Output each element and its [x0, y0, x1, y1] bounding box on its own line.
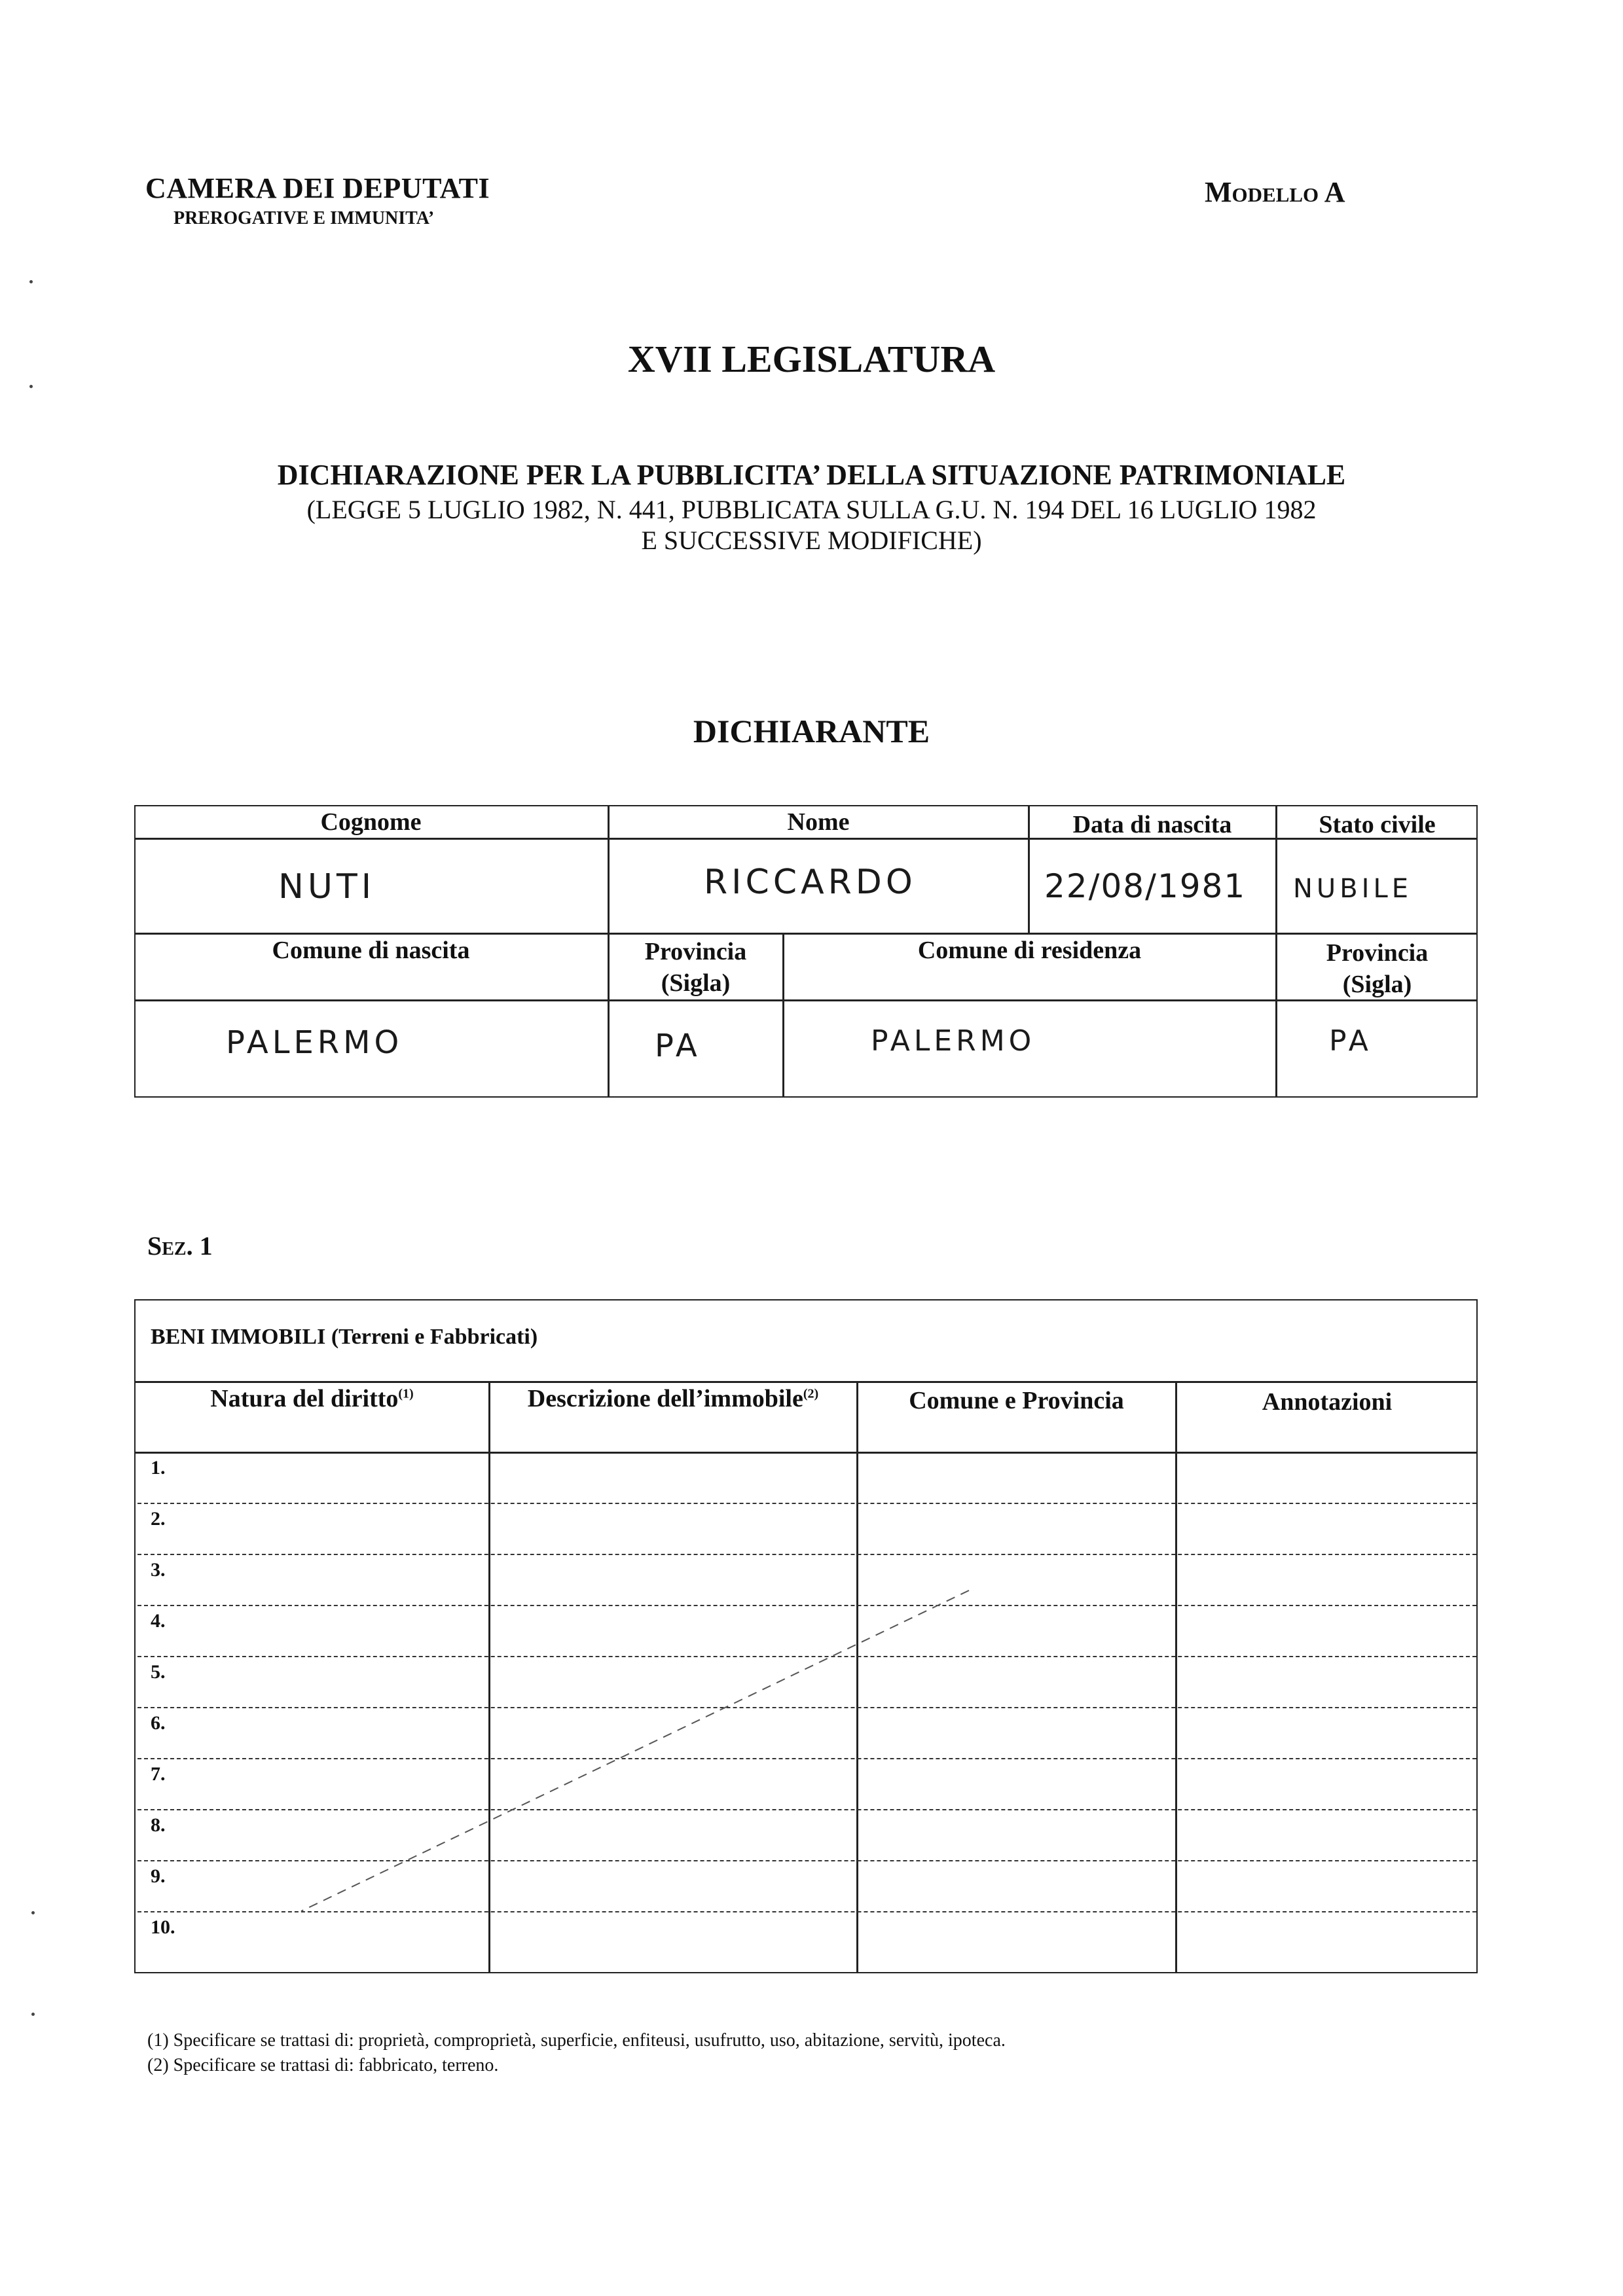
divider [134, 1381, 1478, 1383]
value-surname: NUTI [278, 867, 376, 906]
form-model: Modello A [1205, 176, 1345, 208]
section-label: Sez. 1 [147, 1231, 213, 1261]
label-province2-sigla: (Sigla) [1342, 971, 1412, 998]
label-province1: Provincia [644, 938, 747, 965]
footnote-1: (1) Specificare se trattasi di: proprietà, comproprietà, superficie, enfiteusi, usufrutto, uso, abitazione, servitù, ipoteca. [147, 2030, 1006, 2051]
row-number: 3. [151, 1559, 166, 1581]
row-number: 6. [151, 1712, 166, 1734]
column-description-label: Descrizione dell’immobile [527, 1385, 803, 1412]
scan-speck [29, 385, 33, 388]
row-number: 9. [151, 1865, 166, 1887]
row-number: 5. [151, 1661, 166, 1683]
declaration-law-line2: E SUCCESSIVE MODIFICHE) [641, 526, 982, 555]
column-description [490, 1384, 856, 1413]
office-name: PREROGATIVE E IMMUNITA’ [173, 208, 435, 228]
label-birth-town: Comune di nascita [272, 937, 470, 964]
row-number: 2. [151, 1508, 166, 1530]
value-birth-date: 22/08/1981 [1044, 867, 1247, 905]
cancellation-strike [288, 1584, 1021, 1924]
row-number: 1. [151, 1457, 166, 1479]
divider [1175, 1381, 1177, 1973]
declaration-law-line1: (LEGGE 5 LUGLIO 1982, N. 441, PUBBLICATA SULLA G.U. N. 194 DEL 16 LUGLIO 1982 [306, 495, 1317, 524]
divider [134, 1452, 1478, 1454]
row-number: 8. [151, 1814, 166, 1836]
value-birth-province: PA [655, 1028, 701, 1064]
column-notes: Annotazioni [1262, 1388, 1393, 1416]
column-town: Comune e Provincia [909, 1387, 1124, 1414]
label-residence-town: Comune di residenza [917, 937, 1142, 964]
row-number: 4. [151, 1610, 166, 1632]
institution-name: CAMERA DEI DEPUTATI [145, 172, 490, 204]
label-birth-date: Data di nascita [1072, 811, 1232, 838]
label-civil-status: Stato civile [1319, 811, 1436, 838]
label-province2: Provincia [1326, 939, 1429, 967]
value-civil-status: NUBILE [1293, 874, 1412, 904]
cancellation-line [301, 1590, 969, 1911]
footnote-2: (2) Specificare se trattasi di: fabbricato, terreno. [147, 2055, 499, 2075]
scan-speck [31, 2013, 35, 2016]
label-surname: Cognome [320, 808, 422, 836]
declarant-section-title: DICHIARANTE [693, 713, 930, 749]
row-number: 10. [151, 1916, 175, 1938]
value-birth-town: PALERMO [226, 1024, 403, 1061]
legislature-title: XVII LEGISLATURA [627, 338, 996, 380]
column-nature [136, 1384, 488, 1413]
row-number: 7. [151, 1763, 166, 1785]
column-description-note: (2) [803, 1386, 819, 1401]
scan-speck [29, 280, 33, 283]
row-divider [137, 1503, 1476, 1504]
column-nature-note: (1) [398, 1386, 414, 1401]
label-province1-sigla: (Sigla) [661, 969, 731, 997]
value-name: RICCARDO [704, 863, 917, 902]
value-residence-province: PA [1329, 1024, 1372, 1058]
column-nature-label: Natura del diritto [210, 1385, 399, 1412]
scan-speck [31, 1911, 35, 1914]
value-residence-town: PALERMO [871, 1024, 1036, 1058]
property-table-title: BENI IMMOBILI (Terreni e Fabbricati) [151, 1325, 538, 1349]
label-name: Nome [787, 808, 850, 836]
declaration-title: DICHIARAZIONE PER LA PUBBLICITA’ DELLA SITUAZIONE PATRIMONIALE [277, 459, 1346, 491]
row-divider [137, 1554, 1476, 1555]
